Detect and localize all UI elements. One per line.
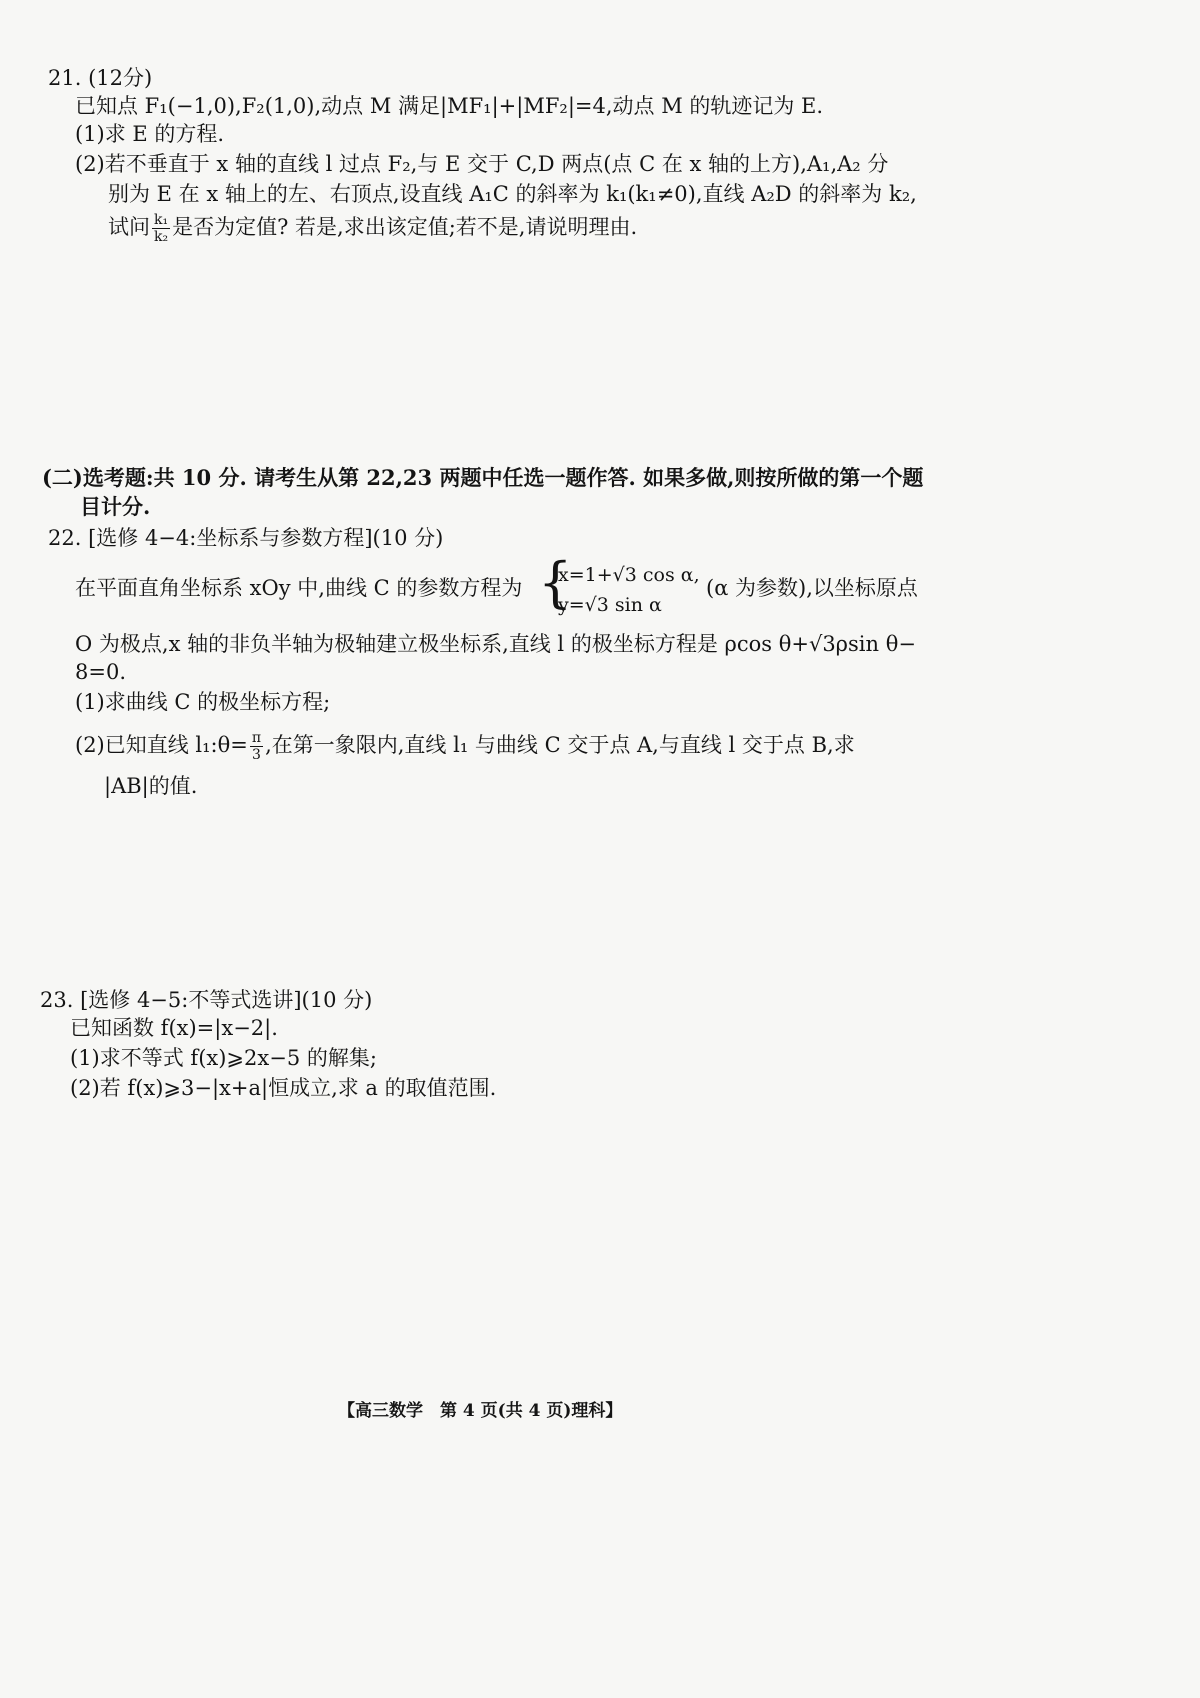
q22-line2: O 为极点,x 轴的非负半轴为极轴建立极坐标系,直线 l 的极坐标方程是 ρcos θ+√3ρsin θ−: [75, 632, 916, 656]
q22-fraction-numerator: π: [251, 730, 262, 746]
q23-header: 23. [选修 4−5:不等式选讲](10 分): [40, 988, 373, 1012]
q22-line1-pre: 在平面直角坐标系 xOy 中,曲线 C 的参数方程为: [75, 576, 523, 600]
q22-part2-line2: |AB|的值.: [104, 774, 198, 798]
q21-fraction: [152, 212, 170, 245]
q21-fraction-denominator: k₂: [154, 229, 169, 245]
q22-line1-post: (α 为参数),以坐标原点: [706, 576, 918, 600]
q22-line3: 8=0.: [75, 660, 126, 684]
q21-part1: (1)求 E 的方程.: [75, 122, 225, 146]
q22-system-brace: {: [538, 551, 573, 614]
section-elective-line1: (二)选考题:共 10 分. 请考生从第 22,23 两题中任选一题作答. 如果多做,则按所做的第一个题: [42, 465, 924, 490]
q23-statement: 已知函数 f(x)=|x−2|.: [70, 1016, 278, 1040]
section-elective-line2: 目计分.: [80, 494, 151, 519]
q22-part2-post: ,在第一象限内,直线 l₁ 与曲线 C 交于点 A,与直线 l 交于点 B,求: [265, 733, 855, 757]
q21-part2-line1: (2)若不垂直于 x 轴的直线 l 过点 F₂,与 E 交于 C,D 两点(点 C 在 x 轴的上方),A₁,A₂ 分: [75, 152, 889, 176]
q22-part2: [75, 730, 855, 763]
q22-part1: (1)求曲线 C 的极坐标方程;: [75, 690, 331, 714]
page-footer: 【高三数学 第 4 页(共 4 页)理科】: [338, 1401, 623, 1421]
q21-part2-line3: [108, 212, 637, 245]
q23-part1: (1)求不等式 f(x)⩾2x−5 的解集;: [70, 1046, 377, 1070]
q21-part2-line3-pre: 试问: [108, 215, 150, 239]
q21-fraction-numerator: k₁: [154, 212, 169, 228]
q22-part2-pre: (2)已知直线 l₁:θ=: [75, 733, 248, 757]
q22-header: 22. [选修 4−4:坐标系与参数方程](10 分): [48, 526, 444, 550]
q21-header: 21. (12分): [48, 66, 153, 90]
q21-part2-line3-post: 是否为定值? 若是,求出该定值;若不是,请说明理由.: [172, 215, 638, 239]
q22-system-line1: x=1+√3 cos α,: [558, 564, 700, 586]
q21-statement: 已知点 F₁(−1,0),F₂(1,0),动点 M 满足|MF₁|+|MF₂|=4,动点 M 的轨迹记为 E.: [75, 94, 824, 118]
q22-system-line2: y=√3 sin α: [558, 594, 662, 616]
q21-part2-line2: 别为 E 在 x 轴上的左、右顶点,设直线 A₁C 的斜率为 k₁(k₁≠0),直线 A₂D 的斜率为 k₂,: [108, 182, 917, 206]
q22-fraction: [250, 730, 263, 763]
q22-fraction-denominator: 3: [252, 747, 261, 763]
q23-part2: (2)若 f(x)⩾3−|x+a|恒成立,求 a 的取值范围.: [70, 1076, 497, 1100]
